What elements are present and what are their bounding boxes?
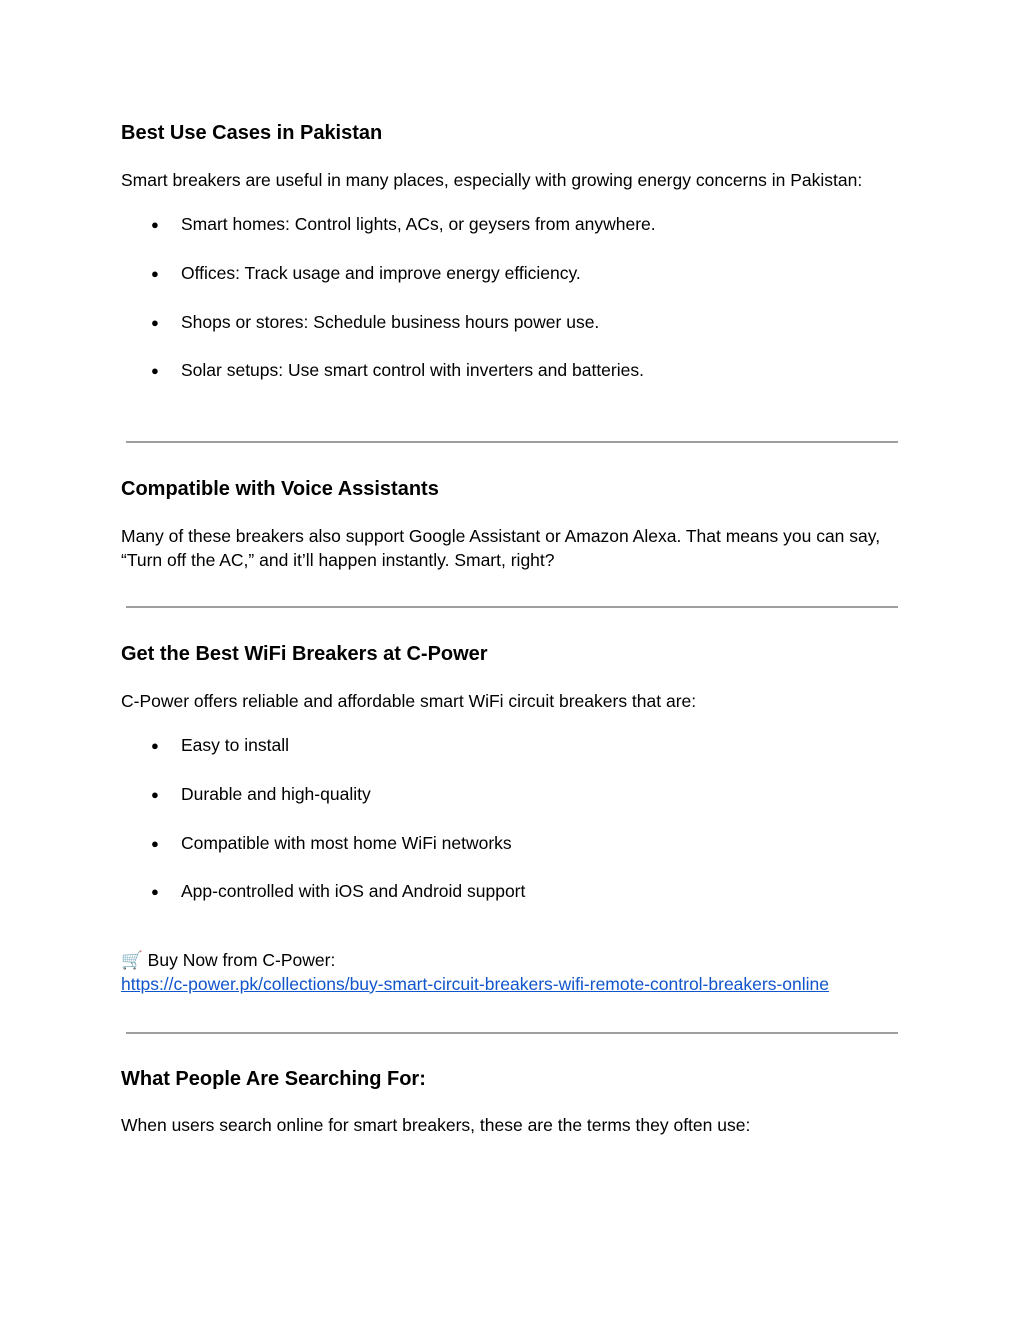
bullet-icon: ● (151, 738, 159, 753)
c-power-intro: C-Power offers reliable and affordable smart WiFi circuit breakers that are: (121, 691, 697, 711)
list-item-text: Smart homes: Control lights, ACs, or geysers from anywhere. (181, 214, 656, 234)
list-item (151, 782, 371, 807)
list-item-text: Offices: Track usage and improve energy efficiency. (181, 263, 581, 283)
buy-now-line (121, 948, 911, 972)
list-item (151, 733, 289, 758)
bullet-icon: ● (151, 363, 159, 378)
heading-what-people-search: What People Are Searching For: (121, 1068, 426, 1090)
list-item-text: Easy to install (181, 735, 289, 755)
bullet-icon: ● (151, 266, 159, 281)
section-divider (126, 1032, 898, 1034)
heading-best-use-cases: Best Use Cases in Pakistan (121, 122, 383, 144)
list-item (151, 358, 644, 383)
heading-c-power: Get the Best WiFi Breakers at C-Power (121, 643, 488, 665)
bullet-icon: ● (151, 315, 159, 330)
bullet-icon: ● (151, 787, 159, 802)
list-item (151, 261, 581, 286)
use-cases-intro: Smart breakers are useful in many places, especially with growing energy concerns in Pakistan: (121, 170, 863, 190)
buy-now-label: Buy Now from C-Power: (147, 950, 336, 970)
shopping-cart-icon: 🛒 (121, 950, 143, 970)
list-item-text: Compatible with most home WiFi networks (181, 833, 512, 853)
list-item-text: Durable and high-quality (181, 784, 371, 804)
heading-voice-assistants: Compatible with Voice Assistants (121, 478, 439, 500)
list-item-text: App-controlled with iOS and Android support (181, 881, 526, 901)
bullet-icon: ● (151, 836, 159, 851)
list-item (151, 831, 512, 856)
bullet-icon: ● (151, 884, 159, 899)
list-item-text: Shops or stores: Schedule business hours power use. (181, 312, 600, 332)
list-item-text: Solar setups: Use smart control with inverters and batteries. (181, 360, 644, 380)
section-divider (126, 441, 898, 443)
list-item (151, 879, 525, 904)
list-item (151, 212, 656, 237)
section-divider (126, 606, 898, 608)
buy-now-link-line (121, 972, 911, 996)
c-power-collection-link[interactable]: https://c-power.pk/collections/buy-smart-circuit-breakers-wifi-remote-control-breakers-online (121, 974, 830, 994)
voice-assistants-body: Many of these breakers also support Google Assistant or Amazon Alexa. That means you can say, “Turn off the AC,” and it’ll happen instantly. Smart, right? (121, 526, 881, 570)
bullet-icon: ● (151, 217, 159, 232)
searching-intro: When users search online for smart breakers, these are the terms they often use: (121, 1115, 751, 1135)
list-item (151, 310, 599, 335)
